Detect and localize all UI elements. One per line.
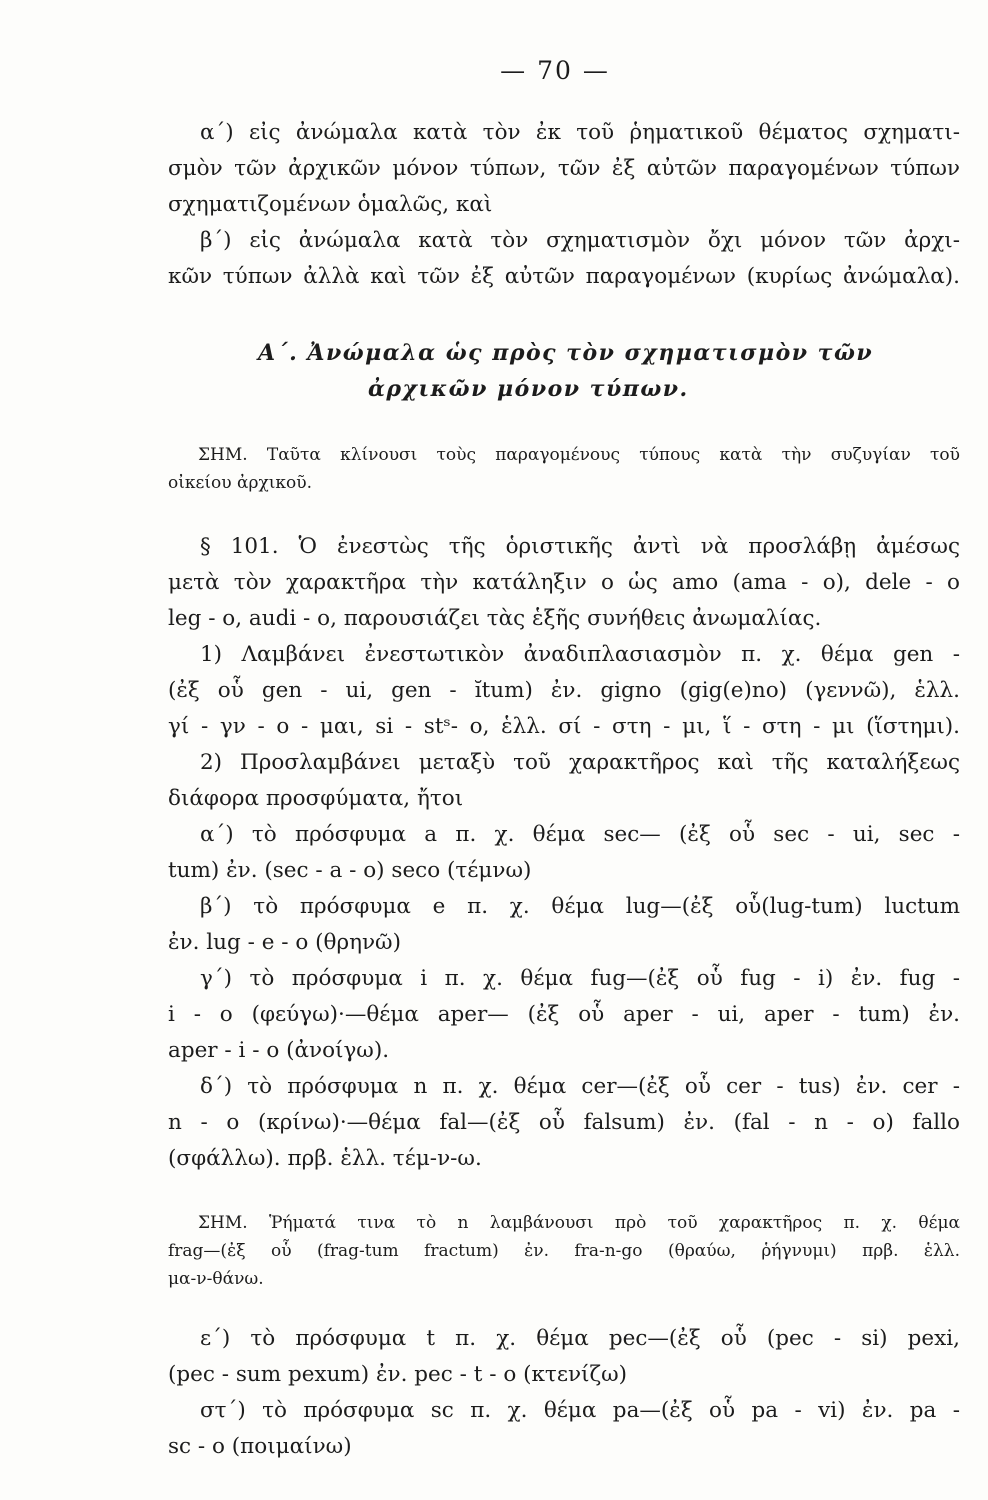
note-line: μα-ν-θάνω.: [168, 1269, 264, 1289]
section-heading: ἀρχικῶν μόνον τύπων.: [368, 376, 689, 402]
text-line: § 101. Ὁ ἐνεστὼς τῆς ὁριστικῆς ἀντὶ νὰ προσλάβῃ ἀμέσως: [200, 534, 960, 559]
text-line: n - o (κρίνω)·—θέμα fal—(ἐξ οὗ falsum) ἐν. (fal - n - o) fallo: [168, 1110, 960, 1135]
text-line: ε΄) τὸ πρόσφυμα t π. χ. θέμα pec—(ἐξ οὗ (pec - si) pexi,: [200, 1326, 960, 1351]
text-line: διάφορα προσφύματα, ἤτοι: [168, 786, 464, 811]
text-line: 1) Λαμβάνει ἐνεστωτικὸν ἀναδιπλασιασμὸν π. χ. θέμα gen -: [200, 642, 960, 667]
text-line: γί - γν - ο - μαι, si - stˢ- o, ἑλλ. σί - στη - μι, ἵ - στη - μι (ἵστημι).: [168, 714, 960, 739]
text-line: (ἐξ οὗ gen - ui, gen - ĭtum) ἐν. gigno (gig(e)no) (γεννῶ), ἑλλ.: [168, 678, 960, 703]
text-line: β΄) τὸ πρόσφυμα e π. χ. θέμα lug—(ἐξ οὗ(lug-tum) luctum: [200, 894, 960, 919]
text-line: (pec - sum pexum) ἐν. pec - t - o (κτενίζω): [168, 1362, 628, 1387]
note-line: frag—(ἐξ οὗ (frag-tum fractum) ἐν. fra-n-go (θραύω, ῥήγνυμι) πρβ. ἑλλ.: [168, 1241, 960, 1261]
text-line: tum) ἐν. (sec - a - o) seco (τέμνω): [168, 858, 532, 883]
page-number: — 70 —: [500, 56, 610, 85]
text-line: leg - o, audi - o, παρουσιάζει τὰς ἑξῆς συνήθεις ἀνωμαλίας.: [168, 606, 822, 631]
text-line: μετὰ τὸν χαρακτῆρα τὴν κατάληξιν ο ὡς amo (ama - o), dele - o: [168, 570, 960, 595]
text-line: (σφάλλω). πρβ. ἑλλ. τέμ-ν-ω.: [168, 1146, 482, 1171]
text-line: στ΄) τὸ πρόσφυμα sc π. χ. θέμα pa—(ἐξ οὗ pa - vi) ἐν. pa -: [200, 1398, 960, 1423]
text-line: i - o (φεύγω)·—θέμα aper— (ἐξ οὗ aper - ui, aper - tum) ἐν.: [168, 1002, 960, 1027]
text-line: 2) Προσλαμβάνει μεταξὺ τοῦ χαρακτῆρος καὶ τῆς καταλήξεως: [200, 750, 960, 775]
text-line: σχηματιζομένων ὁμαλῶς, καὶ: [168, 192, 493, 217]
text-line: δ΄) τὸ πρόσφυμα n π. χ. θέμα cer—(ἐξ οὗ cer - tus) ἐν. cer -: [200, 1074, 960, 1099]
note-line: ΣΗΜ. Ταῦτα κλίνουσι τοὺς παραγομένους τύπους κατὰ τὴν συζυγίαν τοῦ: [198, 445, 960, 465]
text-line: α΄) τὸ πρόσφυμα a π. χ. θέμα sec— (ἐξ οὗ sec - ui, sec -: [200, 822, 960, 847]
section-heading: Α΄. Ἀνώμαλα ὡς πρὸς τὸν σχηματισμὸν τῶν: [258, 340, 874, 366]
text-line: β΄) εἰς ἀνώμαλα κατὰ τὸν σχηματισμὸν ὄχι μόνον τῶν ἀρχι-: [200, 228, 960, 253]
text-line: σμὸν τῶν ἀρχικῶν μόνον τύπων, τῶν ἐξ αὐτῶν παραγομένων τύπων: [168, 156, 960, 181]
text-line: α΄) εἰς ἀνώμαλα κατὰ τὸν ἐκ τοῦ ῥηματικοῦ θέματος σχηματι-: [200, 120, 960, 145]
text-line: γ΄) τὸ πρόσφυμα i π. χ. θέμα fug—(ἐξ οὗ fug - i) ἐν. fug -: [200, 966, 960, 991]
text-line: sc - o (ποιμαίνω): [168, 1434, 352, 1459]
text-line: ἐν. lug - e - o (θρηνῶ): [168, 930, 401, 955]
text-line: κῶν τύπων ἀλλὰ καὶ τῶν ἐξ αὐτῶν παραγομένων (κυρίως ἀνώμαλα).: [168, 264, 960, 289]
note-line: ΣΗΜ. Ῥήματά τινα τὸ n λαμβάνουσι πρὸ τοῦ χαρακτῆρος π. χ. θέμα: [198, 1213, 960, 1233]
note-line: οἰκείου ἀρχικοῦ.: [168, 473, 313, 493]
text-line: aper - i - o (ἀνοίγω).: [168, 1038, 390, 1063]
